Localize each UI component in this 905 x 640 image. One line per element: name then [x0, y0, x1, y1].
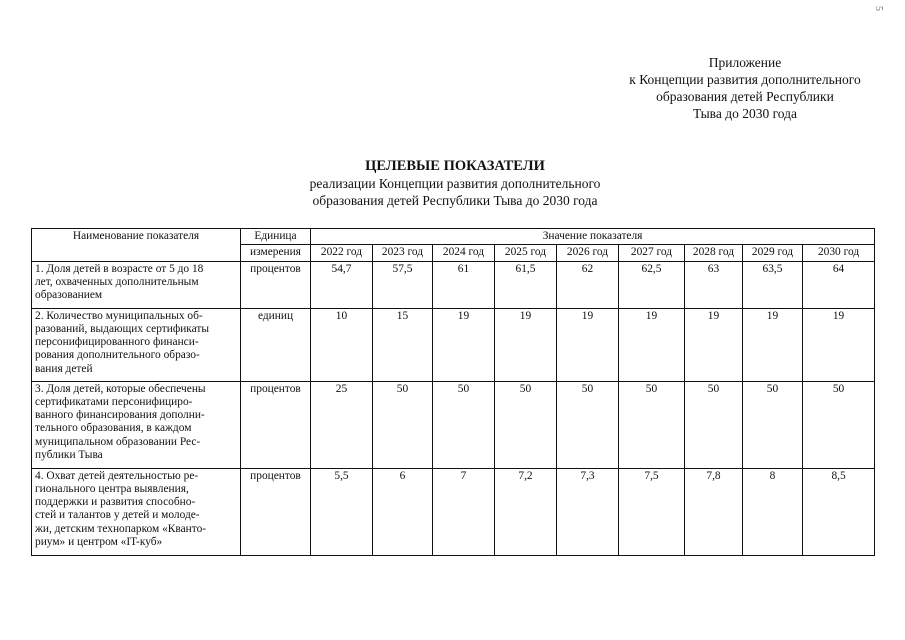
indicator-value: 63,5 [743, 261, 803, 308]
indicator-value: 7,2 [495, 468, 557, 555]
indicator-name [32, 261, 241, 308]
table-header-row [32, 229, 875, 245]
indicator-value: 63 [685, 261, 743, 308]
year-header: 2022 год [311, 245, 373, 261]
indicator-name-line: стей и талантов у детей и молоде- [35, 509, 200, 522]
indicator-value: 19 [803, 308, 875, 381]
indicator-value: 50 [803, 381, 875, 468]
indicator-value: 62,5 [619, 261, 685, 308]
indicator-name-line: тельного образования, в каждом [35, 422, 192, 435]
indicator-name-line: 2. Количество муниципальных об- [35, 309, 203, 322]
indicator-value: 50 [685, 381, 743, 468]
column-header-unit: Единица [241, 229, 311, 245]
indicator-value: 61,5 [495, 261, 557, 308]
indicator-unit: единиц [241, 308, 311, 381]
indicator-name-line: гионального центра выявления, [35, 482, 189, 495]
indicator-value: 19 [619, 308, 685, 381]
column-header-name: Наименование показателя [32, 229, 241, 262]
indicator-name-line: 3. Доля детей, которые обеспечены [35, 382, 206, 395]
indicator-name-line: персонифицированного финанси- [35, 336, 199, 349]
indicator-name-line: разований, выдающих сертификаты [35, 322, 210, 335]
appendix-line: образования детей Республики [656, 89, 834, 104]
indicator-name-line: публики Тыва [35, 449, 103, 462]
indicator-name [32, 308, 241, 381]
indicator-value: 7,8 [685, 468, 743, 555]
indicator-unit: процентов [241, 468, 311, 555]
appendix-line: к Концепции развития дополнительного [629, 72, 861, 87]
indicator-value: 6 [373, 468, 433, 555]
year-header: 2028 год [685, 245, 743, 261]
indicator-name-line: жи, детским технопарком «Кванто- [35, 522, 207, 535]
document-title: ЦЕЛЕВЫЕ ПОКАЗАТЕЛИ [365, 158, 545, 174]
table-row [32, 261, 875, 308]
table-row [32, 381, 875, 468]
indicator-name-line: рования дополнительного образо- [35, 349, 200, 362]
appendix-note [600, 54, 890, 122]
indicator-value: 50 [557, 381, 619, 468]
indicator-unit: процентов [241, 381, 311, 468]
indicator-name-line: вания детей [35, 362, 93, 375]
indicator-value: 8 [743, 468, 803, 555]
indicator-name-line: риум» и центром «IT-куб» [35, 536, 163, 549]
table-row [32, 308, 875, 381]
year-header: 2024 год [433, 245, 495, 261]
indicator-name-line: образованием [35, 289, 103, 302]
page-number: 5 [873, 6, 884, 11]
indicator-name-line: муниципальном образовании Рес- [35, 435, 201, 448]
indicator-value: 15 [373, 308, 433, 381]
indicator-value: 10 [311, 308, 373, 381]
indicator-value: 19 [743, 308, 803, 381]
document-subtitle-line: образования детей Республики Тыва до 2030 года [312, 193, 598, 208]
year-header: 2029 год [743, 245, 803, 261]
indicator-value: 64 [803, 261, 875, 308]
indicator-value: 50 [495, 381, 557, 468]
indicator-name-line: поддержки и развития способно- [35, 496, 196, 509]
year-header: 2027 год [619, 245, 685, 261]
indicator-value: 19 [433, 308, 495, 381]
indicator-name-line: 1. Доля детей в возрасте от 5 до 18 [35, 262, 204, 275]
indicator-name-line: ванного финансирования дополни- [35, 409, 205, 422]
document-subtitle-line: реализации Концепции развития дополнительного [309, 176, 601, 191]
indicator-value: 19 [495, 308, 557, 381]
indicator-value: 61 [433, 261, 495, 308]
indicator-value: 5,5 [311, 468, 373, 555]
year-header: 2030 год [803, 245, 875, 261]
year-header: 2026 год [557, 245, 619, 261]
indicator-value: 7 [433, 468, 495, 555]
indicator-value: 50 [619, 381, 685, 468]
column-header-unit-line2: измерения [241, 245, 311, 261]
table-row [32, 468, 875, 555]
year-header: 2025 год [495, 245, 557, 261]
indicator-name-line: лет, охваченных дополнительным [35, 275, 199, 288]
appendix-line: Приложение [708, 55, 782, 70]
indicator-value: 8,5 [803, 468, 875, 555]
indicator-name [32, 468, 241, 555]
indicator-unit: процентов [241, 261, 311, 308]
indicator-value: 25 [311, 381, 373, 468]
indicator-value: 7,5 [619, 468, 685, 555]
indicator-name-line: 4. Охват детей деятельностью ре- [35, 469, 199, 482]
indicator-value: 54,7 [311, 261, 373, 308]
indicator-value: 57,5 [373, 261, 433, 308]
indicator-value: 50 [433, 381, 495, 468]
column-header-value: Значение показателя [311, 229, 875, 245]
indicator-value: 62 [557, 261, 619, 308]
indicators-table [31, 228, 875, 556]
indicator-value: 7,3 [557, 468, 619, 555]
indicator-value: 50 [373, 381, 433, 468]
indicator-name-line: сертификатами персонифициро- [35, 395, 193, 408]
document-heading [160, 157, 750, 209]
indicator-value: 19 [557, 308, 619, 381]
year-header: 2023 год [373, 245, 433, 261]
indicator-value: 19 [685, 308, 743, 381]
indicator-name [32, 381, 241, 468]
indicator-value: 50 [743, 381, 803, 468]
appendix-line: Тыва до 2030 года [693, 106, 797, 121]
